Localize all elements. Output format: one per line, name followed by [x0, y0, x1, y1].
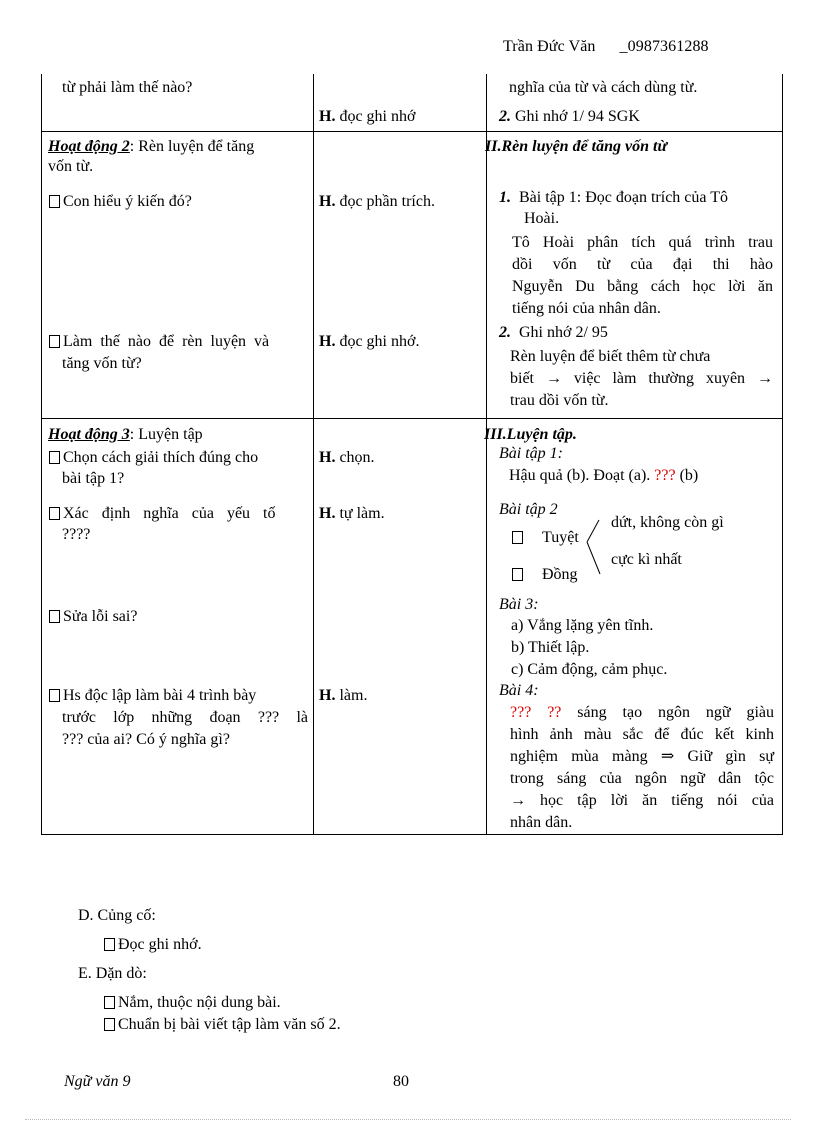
question-item-cont: trước lớp những đoạn ??? là: [62, 708, 308, 726]
content-text: nghĩa của từ và cách dùng từ.: [509, 79, 698, 96]
question-item-cont: ??? của ai? Có ý nghĩa gì?: [62, 730, 230, 748]
exercise-answer-paragraph: ??? ?? sáng tạo ngôn ngữ giàu hình ảnh màu sắc để đúc kết kinh nghiệm mùa màng ⇒ Giữ gìn sự trong sáng của ngôn ngữ dân tộc → học tập lời ăn tiếng nói của nhân dân.: [510, 703, 774, 831]
word-item: Tuyệt: [512, 527, 579, 549]
student-activity-cell: [314, 131, 487, 418]
exercise-item: 2. Ghi nhớ 2/ 95: [499, 323, 608, 341]
student-action: H. chọn.: [319, 448, 375, 466]
section-title: II.Rèn luyện để tăng vốn từ: [485, 137, 668, 155]
checkbox-bullet-icon: [512, 531, 523, 544]
content-cell: [487, 131, 783, 418]
student-activity-cell: [314, 74, 487, 131]
section-e-label: E. Dặn dò:: [78, 965, 147, 982]
exercise-answer: Hậu quả (b). Đoạt (a). ??? (b): [509, 466, 699, 484]
checkbox-bullet-icon: [104, 1018, 115, 1031]
question-item: Sửa lỗi sai?: [49, 606, 137, 628]
question-text: từ phải làm thế nào?: [62, 79, 193, 96]
page-border: [25, 1119, 791, 1120]
question-item: Xác định nghĩa của yếu tố: [49, 503, 276, 525]
question-item: Làm thế nào để rèn luyện và: [49, 331, 307, 353]
memory-paragraph: Rèn luyện để biết thêm từ chưa biết → việc làm thường xuyên → trau dồi vốn từ.: [510, 347, 773, 409]
list-item: b) Thiết lập.: [511, 638, 590, 656]
phone-number: _0987361288: [619, 38, 709, 55]
activity-heading: Hoạt động 3: Luyện tập: [48, 425, 203, 443]
student-activity-cell: [314, 418, 487, 834]
exercise-title: Bài 4:: [499, 681, 539, 699]
lesson-table: [41, 74, 783, 835]
checkbox-bullet-icon: [104, 938, 115, 951]
question-item: Chọn cách giải thích đúng cho: [49, 447, 258, 469]
checkbox-bullet-icon: [49, 451, 60, 464]
question-item: Con hiểu ý kiến đó?: [49, 191, 192, 213]
teacher-activity-cell: [42, 74, 314, 131]
page-number: 80: [393, 1073, 409, 1090]
exercise-item-cont: Hoài.: [524, 209, 560, 227]
table-row: [42, 418, 783, 834]
book-title: Ngữ văn 9: [64, 1073, 131, 1090]
activity-heading: Hoạt động 2: Rèn luyện để tăng: [48, 137, 255, 155]
question-item-cont: bài tập 1?: [62, 469, 125, 487]
page-header: [503, 36, 709, 58]
checkbox-bullet-icon: [49, 335, 60, 348]
list-item: c) Cảm động, cảm phục.: [511, 660, 668, 678]
list-item: Chuẩn bị bài viết tập làm văn số 2.: [104, 1014, 341, 1036]
student-action: H. đọc ghi nhớ.: [319, 332, 420, 350]
teacher-activity-cell: [42, 418, 314, 834]
checkbox-bullet-icon: [104, 996, 115, 1009]
exercise-title: Bài tập 2: [499, 500, 558, 518]
student-action: H. làm.: [319, 686, 368, 704]
exercise-title: Bài tập 1:: [499, 444, 563, 462]
exercise-title: Bài 3:: [499, 595, 539, 613]
student-action: H. đọc phần trích.: [319, 192, 435, 210]
author-name: Trần Đức Văn: [503, 38, 596, 55]
word-meaning: dứt, không còn gì: [611, 513, 724, 531]
content-cell: [484, 418, 783, 834]
checkbox-bullet-icon: [49, 610, 60, 623]
content-cell: [487, 74, 783, 131]
word-meaning: cực kì nhất: [611, 550, 682, 568]
branch-lines-icon: [583, 517, 613, 577]
table-row: [42, 74, 783, 131]
question-item: Hs độc lập làm bài 4 trình bày: [49, 685, 256, 707]
student-action: H. tự làm.: [319, 504, 385, 522]
checkbox-bullet-icon: [49, 689, 60, 702]
word-item: Đồng: [512, 564, 578, 586]
checkbox-bullet-icon: [49, 195, 60, 208]
student-action: H. đọc ghi nhớ: [319, 108, 416, 125]
checkbox-bullet-icon: [512, 568, 523, 581]
table-row: [42, 131, 783, 418]
content-item: 2. Ghi nhớ 1/ 94 SGK: [499, 108, 640, 125]
list-item: a) Vắng lặng yên tĩnh.: [511, 616, 654, 634]
exercise-item: 1. Bài tập 1: Đọc đoạn trích của Tô: [499, 188, 728, 206]
explanation-paragraph: Tô Hoài phân tích quá trình trau dồi vốn từ của đại thi hào Nguyễn Du bằng cách học lời ăn tiếng nói của nhân dân.: [512, 233, 773, 317]
question-item-cont: tăng vốn từ?: [62, 354, 142, 372]
question-item-cont: ????: [62, 525, 91, 543]
activity-heading-cont: vốn từ.: [48, 157, 94, 175]
list-item: Nắm, thuộc nội dung bài.: [104, 992, 281, 1014]
section-d-label: D. Củng cố:: [78, 907, 156, 924]
list-item: Đọc ghi nhớ.: [104, 934, 202, 956]
section-title: III.Luyện tập.: [484, 425, 577, 443]
checkbox-bullet-icon: [49, 507, 60, 520]
teacher-activity-cell: [42, 131, 314, 418]
